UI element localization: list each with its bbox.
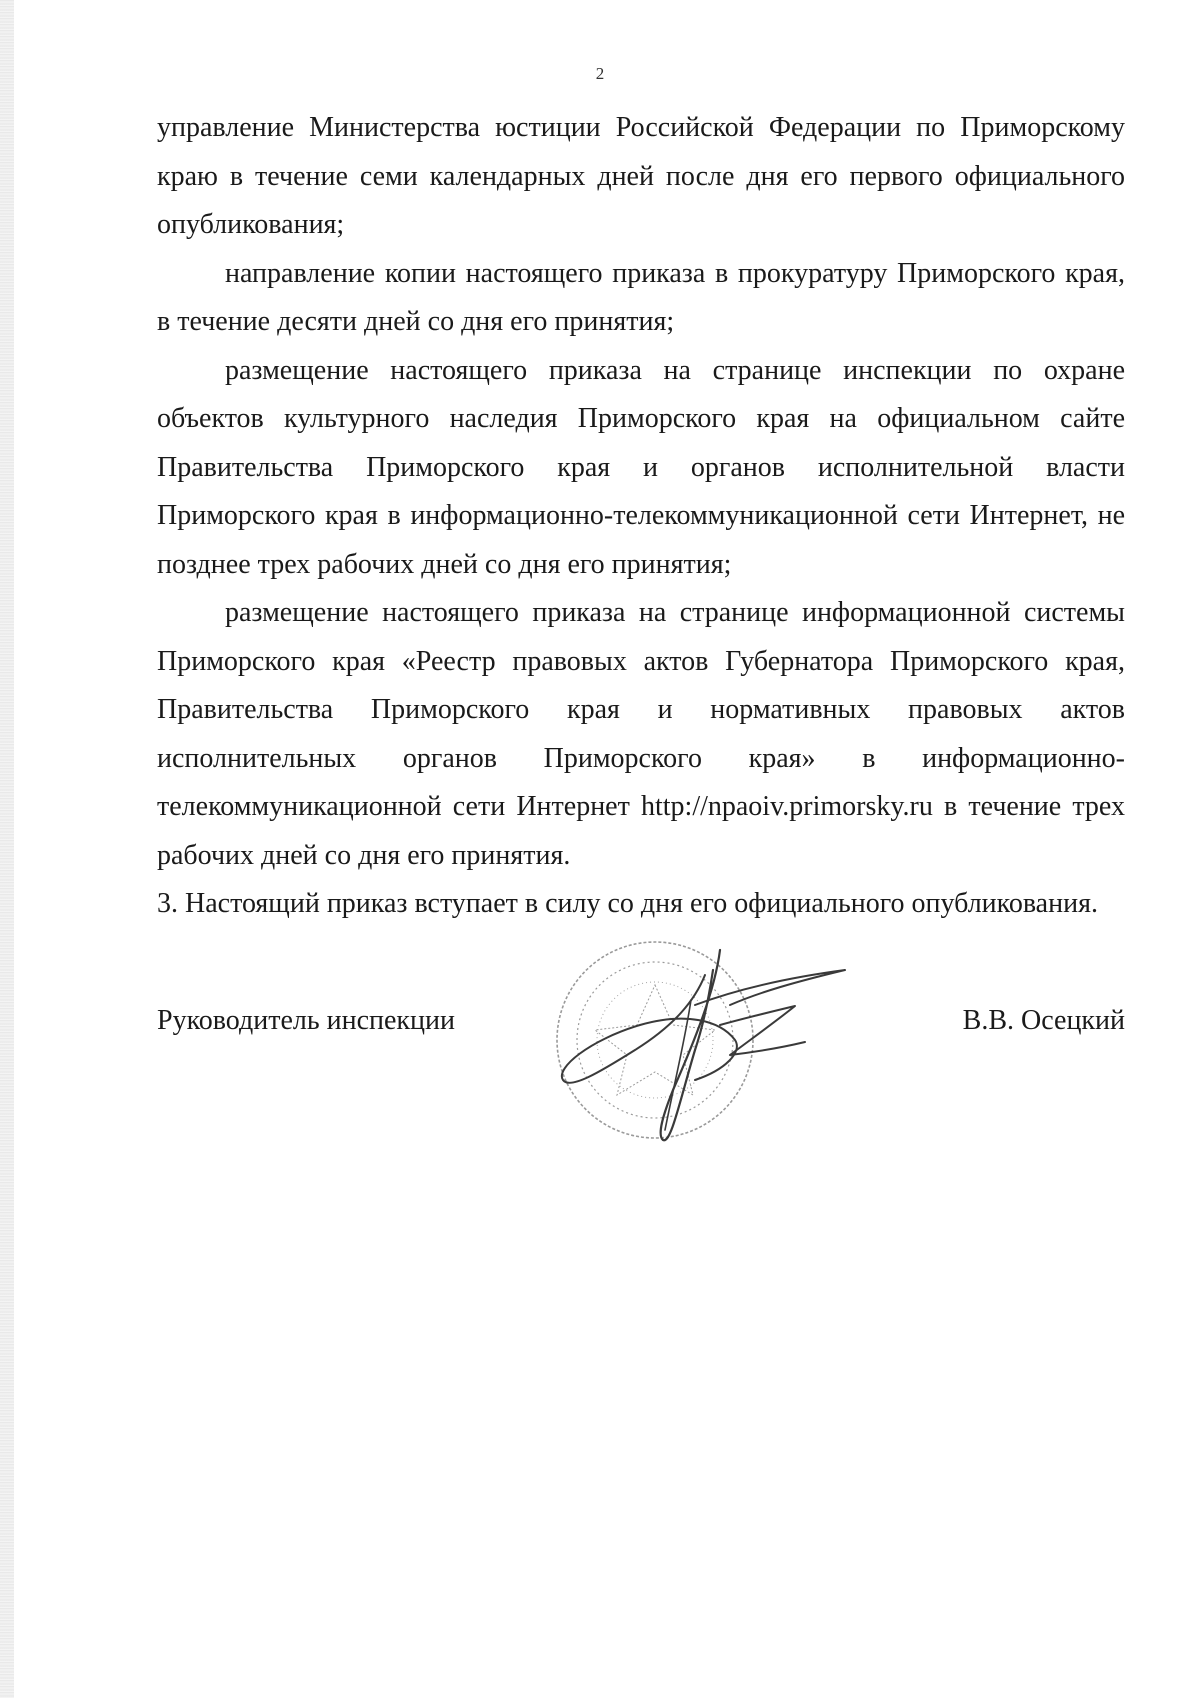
signatory-position: Руководитель инспекции	[157, 1005, 455, 1036]
scan-edge	[0, 0, 14, 1698]
document-body	[157, 104, 1125, 929]
paragraph-website-publication: размещение настоящего приказа на странице инспекции по охране объектов культурного наследия Приморского края на официальном сайте Правительства Приморского края и органов исполнительной власти Приморского края в информационно-телекоммуникационной сети Интернет, не позднее трех рабочих дней со дня его принятия;	[157, 354, 1125, 580]
page-number: 2	[595, 64, 605, 83]
paragraph-item-3: 3. Настоящий приказ вступает в силу со дня его официального опубликования.	[157, 888, 1098, 919]
official-seal	[557, 942, 753, 1138]
paragraph-prosecutor-copy: направление копии настоящего приказа в прокуратуру Приморского края, в течение десяти дней со дня его принятия;	[157, 257, 1125, 337]
signatory-name: В.В. Осецкий	[962, 1005, 1125, 1036]
paragraph-registry-publication: размещение настоящего приказа на странице информационной системы Приморского края «Реестр правовых актов Губернатора Приморского края, Правительства Приморского края и нормативных правовых актов исполнительных органов Приморского края» в информационно-телекоммуникационной сети Интернет http://npaoiv.primorsky.ru в течение трех рабочих дней со дня его принятия.	[157, 597, 1125, 871]
paragraph-continuation: управление Министерства юстиции Российской Федерации по Приморскому краю в течение семи календарных дней после дня его первого официального опубликования;	[157, 112, 1125, 240]
stamp-and-signature	[545, 930, 905, 1180]
handwritten-signature	[562, 950, 845, 1140]
